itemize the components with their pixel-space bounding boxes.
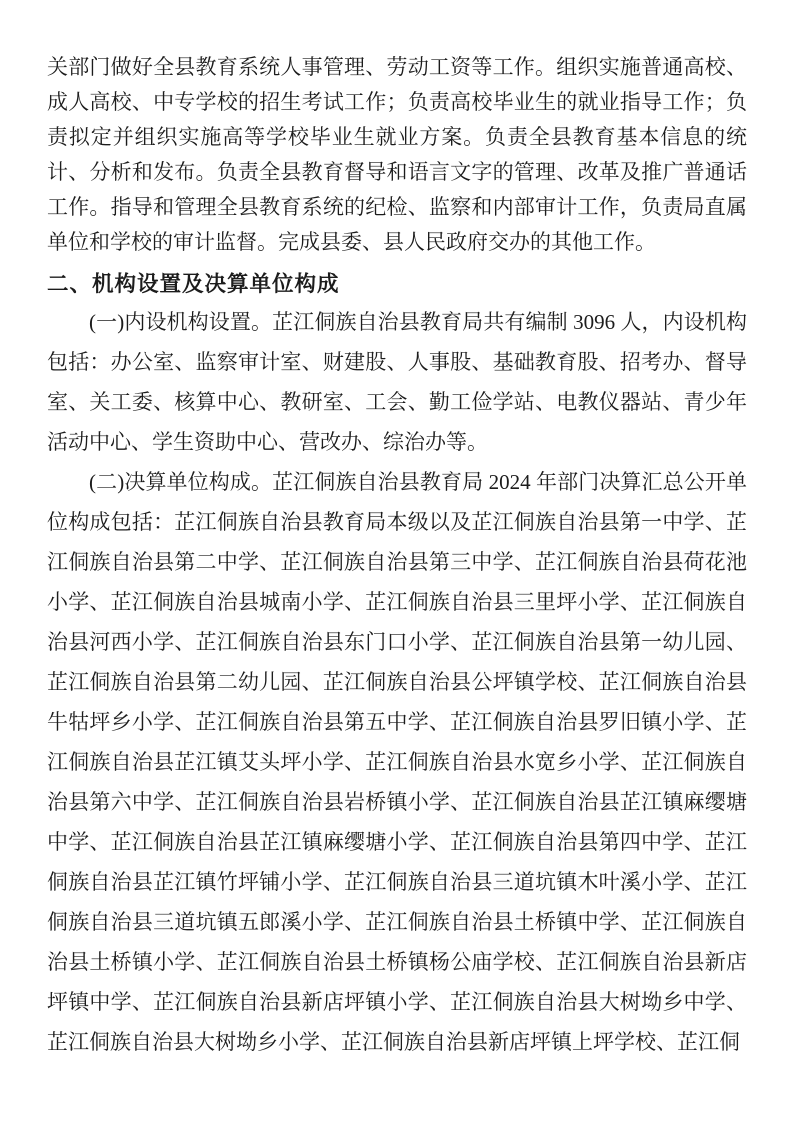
section-heading-organization: 二、机构设置及决算单位构成 (47, 272, 340, 296)
paragraph-internal-structure: (一)内设机构设置。芷江侗族自治县教育局共有编制 3096 人，内设机构包括：办公室、监察审计室、财建股、人事股、基础教育股、招考办、督导室、关工委、核算中心、教研室、工会、勤工俭学站、电教仪器站、青少年活动中心、学生资助中心、营改办、综治办等。 (47, 310, 747, 454)
paragraph-continuation: 关部门做好全县教育系统人事管理、劳动工资等工作。组织实施普通高校、成人高校、中专学校的招生考试工作；负责高校毕业生的就业指导工作；负责拟定并组织实施高等学校毕业生就业方案。负责全县教育基本信息的统计、分析和发布。负责全县教育督导和语言文字的管理、改革及推广普通话工作。指导和管理全县教育系统的纪检、监察和内部审计工作，负责局直属单位和学校的审计监督。完成县委、县人民政府交办的其他工作。 (47, 55, 747, 254)
paragraph-unit-composition: (二)决算单位构成。芷江侗族自治县教育局 2024 年部门决算汇总公开单位构成包括：芷江侗族自治县教育局本级以及芷江侗族自治县第一中学、芷江侗族自治县第二中学、芷江侗族自治县第三中学、芷江侗族自治县荷花池小学、芷江侗族自治县城南小学、芷江侗族自治县三里坪小学、芷江侗族自治县河西小学、芷江侗族自治县东门口小学、芷江侗族自治县第一幼儿园、芷江侗族自治县第二幼儿园、芷江侗族自治县公坪镇学校、芷江侗族自治县牛牯坪乡小学、芷江侗族自治县第五中学、芷江侗族自治县罗旧镇小学、芷江侗族自治县芷江镇艾头坪小学、芷江侗族自治县水宽乡小学、芷江侗族自治县第六中学、芷江侗族自治县岩桥镇小学、芷江侗族自治县芷江镇麻缨塘中学、芷江侗族自治县芷江镇麻缨塘小学、芷江侗族自治县第四中学、芷江侗族自治县芷江镇竹坪铺小学、芷江侗族自治县三道坑镇木叶溪小学、芷江侗族自治县三道坑镇五郎溪小学、芷江侗族自治县土桥镇中学、芷江侗族自治县土桥镇小学、芷江侗族自治县土桥镇杨公庙学校、芷江侗族自治县新店坪镇中学、芷江侗族自治县新店坪镇小学、芷江侗族自治县大树坳乡中学、芷江侗族自治县大树坳乡小学、芷江侗族自治县新店坪镇上坪学校、芷江侗 (47, 470, 747, 1054)
